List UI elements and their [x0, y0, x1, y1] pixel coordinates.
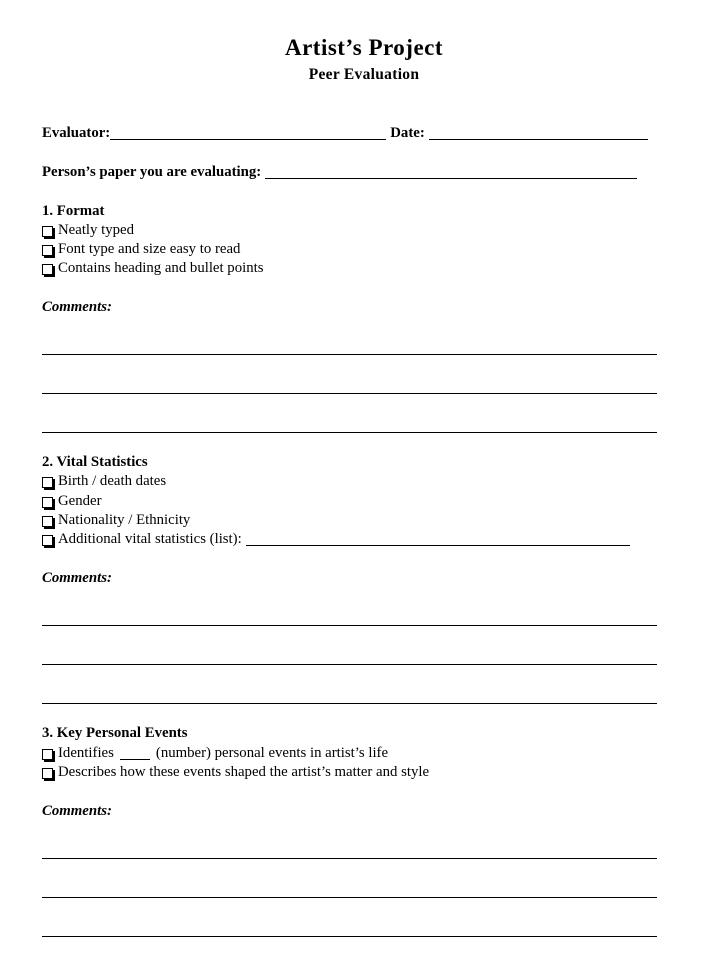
checklist-item: Gender — [42, 492, 102, 511]
checklist-item: Describes how these events shaped the artist’s matter and style — [42, 763, 429, 782]
evaluator-blank[interactable] — [110, 124, 386, 140]
additional-stats-blank[interactable] — [246, 530, 630, 546]
person-label: Person’s paper you are evaluating: — [42, 164, 262, 180]
comments-label: Comments: — [42, 299, 112, 315]
comments-label: Comments: — [42, 803, 112, 819]
checkbox-icon[interactable] — [42, 497, 53, 508]
checklist-item: Identifies (number) personal events in artist’s life — [42, 744, 388, 763]
comment-line[interactable] — [42, 393, 657, 394]
comment-line[interactable] — [42, 858, 657, 859]
checkbox-icon[interactable] — [42, 768, 53, 779]
comment-line[interactable] — [42, 936, 657, 937]
event-count-blank[interactable] — [120, 745, 150, 760]
checkbox-icon[interactable] — [42, 226, 53, 237]
comment-line[interactable] — [42, 897, 657, 898]
section-2-heading: 2. Vital Statistics — [42, 454, 148, 470]
checklist-item: Additional vital statistics (list): — [42, 530, 630, 549]
comment-line[interactable] — [42, 354, 657, 355]
checkbox-icon[interactable] — [42, 516, 53, 527]
page-title: Artist’s Project — [284, 35, 444, 60]
comment-line[interactable] — [42, 625, 657, 626]
checkbox-icon[interactable] — [42, 245, 53, 256]
checkbox-icon[interactable] — [42, 535, 53, 546]
evaluator-date-row — [42, 124, 648, 143]
checkbox-icon[interactable] — [42, 264, 53, 275]
comment-line[interactable] — [42, 703, 657, 704]
evaluator-label: Evaluator: — [42, 125, 111, 141]
page-subtitle: Peer Evaluation — [308, 66, 420, 83]
person-row — [42, 163, 637, 182]
checkbox-icon[interactable] — [42, 749, 53, 760]
checklist-item: Neatly typed — [42, 221, 134, 240]
section-1-heading: 1. Format — [42, 203, 105, 219]
date-blank[interactable] — [429, 124, 648, 140]
checkbox-icon[interactable] — [42, 477, 53, 488]
checklist-item: Contains heading and bullet points — [42, 259, 264, 278]
checklist-item: Nationality / Ethnicity — [42, 511, 190, 530]
comment-line[interactable] — [42, 664, 657, 665]
person-blank[interactable] — [265, 163, 637, 179]
checklist-item: Font type and size easy to read — [42, 240, 240, 259]
date-label: Date: — [390, 125, 425, 141]
comments-label: Comments: — [42, 570, 112, 586]
comment-line[interactable] — [42, 432, 657, 433]
section-3-heading: 3. Key Personal Events — [42, 725, 188, 741]
checklist-item: Birth / death dates — [42, 472, 166, 491]
